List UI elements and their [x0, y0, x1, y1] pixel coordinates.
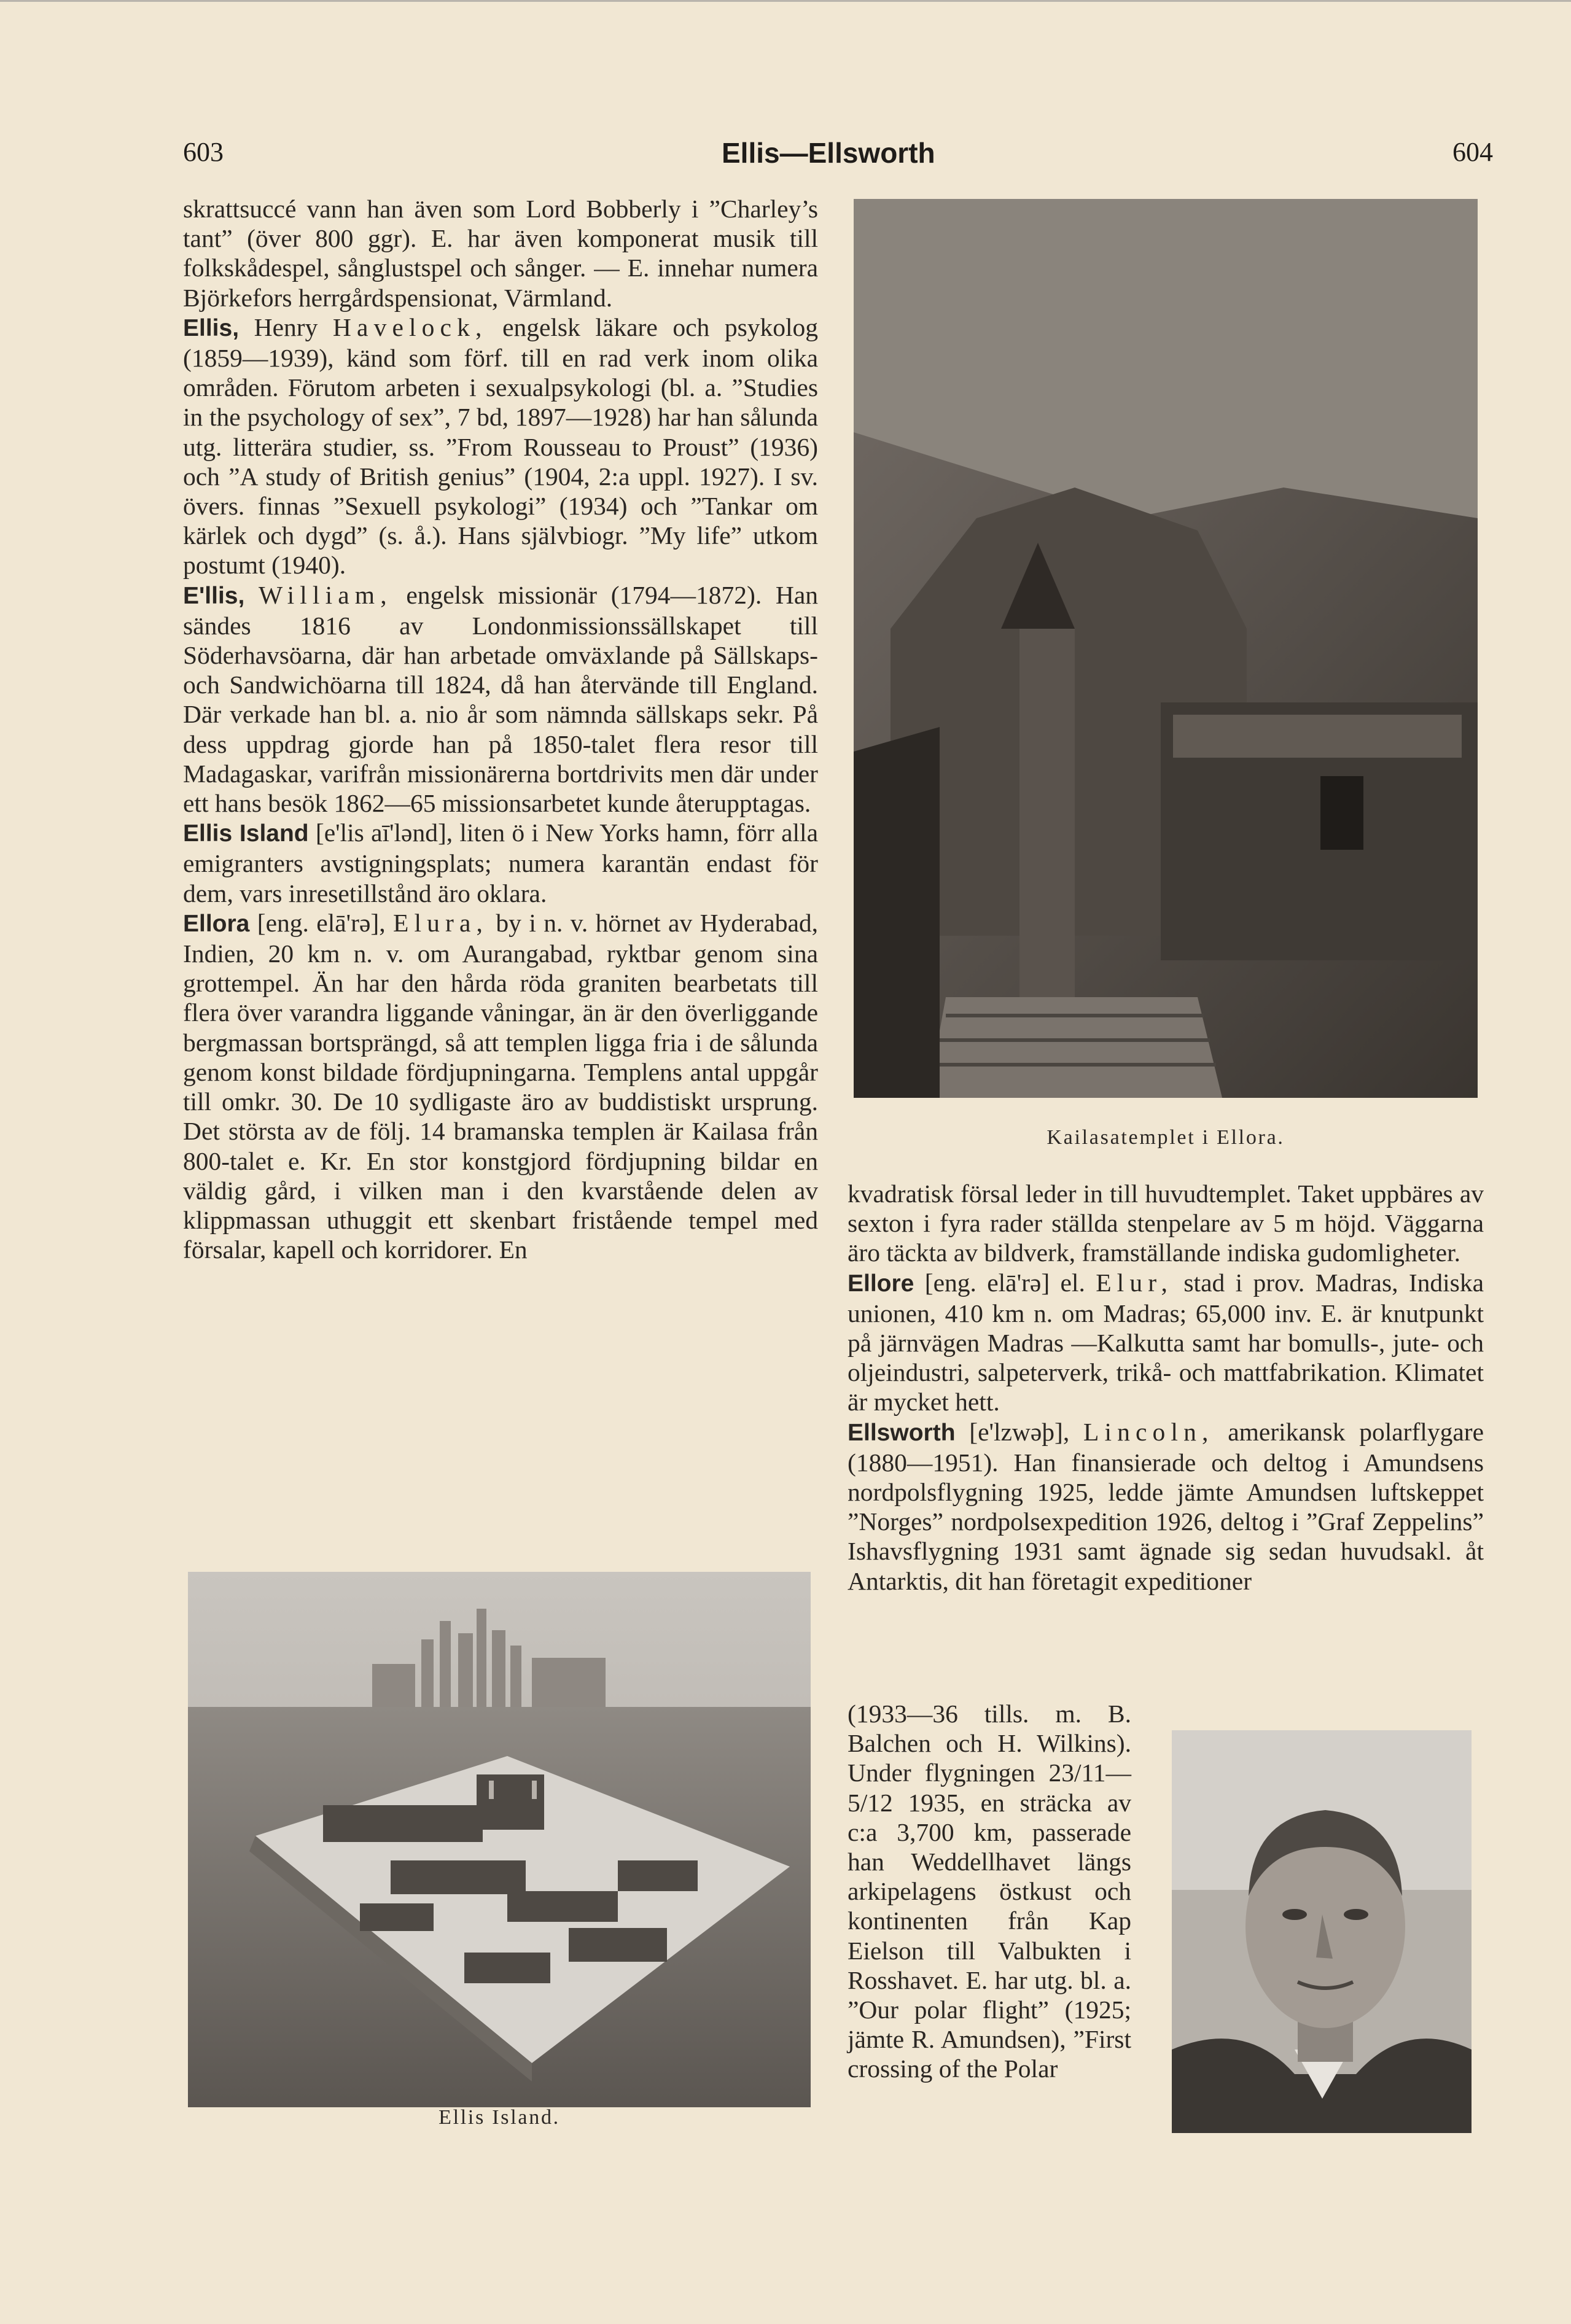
ellsworth-wrap-text: (1933—36 tills. m. B. Balchen och H. Wilkins). Under flygningen 23/11—5/12 1935, en sträcka av c:a 3,700 km, passerade han Weddellhavet längs arkipelagens östkust och kontinenten från Kap Eielson till Valbukten i Rosshavet. E. har utg. bl. a. ”Our polar flight” (1925; jämte R. Amundsen), ”First crossing of the Polar	[848, 1700, 1131, 2083]
caption-kailasa: Kailasatemplet i Ellora.	[1047, 1126, 1285, 1149]
ellsworth-portrait-photo	[1172, 1730, 1472, 2133]
headword-ellis-henry: Ellis,	[183, 314, 240, 341]
entry-text: stad i prov. Madras, Indiska unionen, 410 km n. om Madras; 65,000 inv. E. är knutpunkt på järnvägen Madras —Kalkutta samt har bomulls-, jute- och oljeindustri, salpeterverk, trikå- och mattfabrikation. Klimatet är mycket hett.	[848, 1268, 1484, 1417]
spaced-name: Havelock,	[332, 313, 488, 341]
caption-ellis-island: Ellis Island.	[439, 2106, 560, 2129]
entry-text: engelsk missionär (1794—1872). Han sändes 1816 av Londonmissionssällskapet till Söderhavsöarna, där han arbetade omväxlande på Sällskaps- och Sandwichöarna till 1824, då han återvände till England. Där verkade han bl. a. nio år som nämnda sällskaps sekr. På dess uppdrag gjorde han på 1850-talet flera resor till Madagaskar, varifrån missionärerna bortdrivits men där under ett hans besök 1862—65 missionsarbetet kunde återupptagas.	[183, 580, 818, 818]
pronunciation: [e'lzwəþ],	[969, 1417, 1070, 1446]
right-column	[848, 1179, 1484, 1596]
headword-ellis-island: Ellis Island	[183, 820, 309, 847]
pronunciation: [eng. elā'rə] el.	[924, 1268, 1085, 1297]
page-number-left: 603	[183, 137, 224, 167]
spaced-name: Elur,	[1096, 1268, 1174, 1297]
entry-ellis-island	[183, 818, 818, 908]
running-title: Ellis—Ellsworth	[722, 137, 935, 169]
entry-continuation: kvadratisk försal leder in till huvudtemplet. Taket uppbäres av sexton i fyra rader ställda stenpelare av 5 m höjd. Väggarna äro täckta av bildverk, framställande indiska gudomligheter.	[848, 1179, 1484, 1267]
headword-ellsworth: Ellsworth	[848, 1419, 956, 1446]
entry-ellora	[183, 908, 818, 1264]
headword-ellora: Ellora	[183, 910, 250, 937]
ellis-island-photo	[188, 1572, 811, 2107]
entry-ellis-william	[183, 580, 818, 818]
entry-text: engelsk läkare och psykolog (1859—1939), känd som förf. till en rad verk inom olika områden. Förutom arbeten i sexualpsykologi (bl. a. ”Studies in the psychology of sex”, 7 bd, 1897—1928) har han sålunda utg. litterära studier, ss. ”From Rousseau to Proust” (1936) och ”A study of British genius” (1904, 2:a uppl. 1927). I sv. övers. finnas ”Sexuell psykologi” (1934) och ”Tankar om kärlek och dygd” (s. å.). Hans självbiogr. ”My life” utkom postumt (1940).	[183, 313, 819, 580]
kailasa-temple-photo	[854, 199, 1478, 1098]
top-edge-line	[0, 0, 1571, 2]
entry-text: amerikansk polarflygare (1880—1951). Han finansierade och deltog i Amundsens nordpolsflygning 1925, ledde jämte Amundsen luftskeppet ”Norges” nordpolsexpedition 1926, deltog i ”Graf Zeppelins” Ishavsflygning 1931 samt ägnade sig sedan huvudsakl. åt Antarktis, dit han företagit expeditioner	[848, 1417, 1484, 1595]
entry-ellis-henry	[183, 313, 818, 580]
entry-continuation: skrattsuccé vann han även som Lord Bobberly i ”Charley’s tant” (över 800 ggr). E. har även komponerat musik till folkskådespel, sånglustspel och sånger. — E. innehar numera Björkefors herrgårdspensionat, Värmland.	[183, 195, 818, 312]
spaced-name: William,	[258, 580, 392, 609]
spaced-name: Elura,	[392, 908, 489, 937]
spaced-name: Lincoln,	[1083, 1417, 1214, 1446]
entry-text: [e'lis aī'lənd], liten ö i New Yorks hamn, förr alla emigranters avstigningsplats; numera karantän endast för dem, vars inresetillstånd äro oklara.	[183, 818, 819, 907]
given-name: Henry	[254, 313, 318, 341]
left-column	[183, 194, 818, 1264]
headword-ellore: Ellore	[848, 1270, 914, 1297]
pronunciation: [eng. elā'rə],	[257, 908, 386, 937]
entry-text: by i n. v. hörnet av Hyderabad, Indien, 20 km n. v. om Aurangabad, ryktbar genom sina grottempel. Än har den hårda röda graniten bearbetats till flera över varandra liggande våningar, än är den överliggande bergmassan bortsprängd, så att templen ligga fria i de sålunda genom konst bildade fördjupningarna. Templens antal uppgår till omkr. 30. De 10 sydligaste äro av buddistiskt ursprung. Det största av de följ. 14 bramanska templen är Kailasa från 800-talet e. Kr. En stor konstgjord fördjupning bildar en väldig gård, i vilken man i den kvarstående delen av klippmassan uthuggit ett skenbart fristående tempel med försalar, kapell och korridorer. En	[183, 908, 819, 1264]
entry-ellore	[848, 1268, 1484, 1417]
page-number-right: 604	[1452, 137, 1493, 167]
entry-ellsworth	[848, 1417, 1484, 1596]
headword-ellis-william: E'llis,	[183, 582, 245, 609]
